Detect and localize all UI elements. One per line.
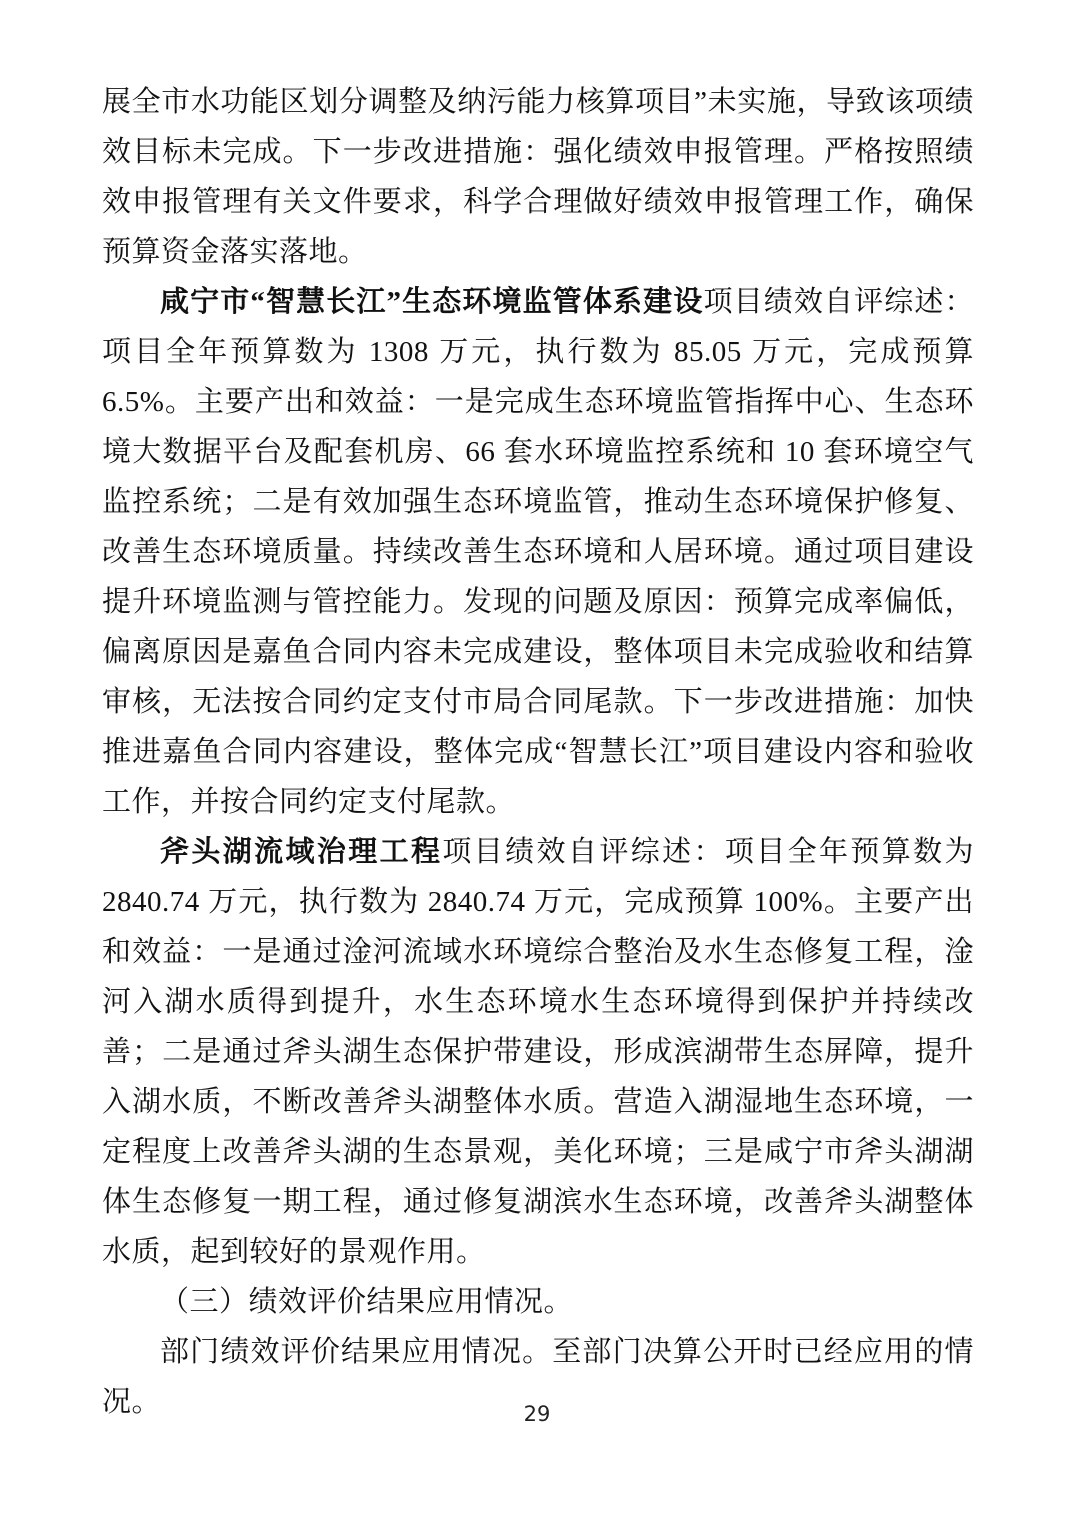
paragraph-text: 项目绩效自评综述：项目全年预算数为 1308 万元，执行数为 85.05 万元，完成预算 6.5%。主要产出和效益：一是完成生态环境监管指挥中心、生态环境大数据平台及配套机房、66 套水环境监控系统和 10 套环境空气监控系统；二是有效加强生态环境监管，推动生态环境保护修复、改善生态环境质量。持续改善生态环境和人居环境。通过项目建设提升环境监测与管控能力。发现的问题及原因：预算完成率偏低，偏离原因是嘉鱼合同内容未完成建设，整体项目未完成验收和结算审核，无法按合同约定支付市局合同尾款。下一步改进措施：加快推进嘉鱼合同内容建设，整体完成“智慧长江”项目建设内容和验收工作，并按合同约定支付尾款。 [102, 286, 974, 818]
page-number: 29 [523, 1402, 551, 1426]
document-body [102, 77, 974, 1427]
section-heading-text: （三）绩效评价结果应用情况。 [160, 1286, 574, 1318]
paragraph-text: 项目绩效自评综述：项目全年预算数为 2840.74 万元，执行数为 2840.74 万元，完成预算 100%。主要产出和效益：一是通过淦河流域水环境综合整治及水生态修复工程，淦河入湖水质得到提升，水生态环境水生态环境得到保护并持续改善；二是通过斧头湖生态保护带建设，形成滨湖带生态屏障，提升入湖水质，不断改善斧头湖整体水质。营造入湖湿地生态环境，一定程度上改善斧头湖的生态景观，美化环境；三是咸宁市斧头湖湖体生态修复一期工程，通过修复湖滨水生态环境，改善斧头湖整体水质，起到较好的景观作用。 [102, 836, 974, 1268]
paragraph-continuation [102, 77, 974, 277]
paragraph-project-smart-yangtze [102, 277, 974, 827]
paragraph-section-heading [102, 1277, 974, 1327]
paragraph-text: 展全市水功能区划分调整及纳污能力核算项目”未实施，导致该项绩效目标未完成。下一步改进措施：强化绩效申报管理。严格按照绩效申报管理有关文件要求，科学合理做好绩效申报管理工作，确保预算资金落实落地。 [102, 86, 974, 268]
paragraph-project-futou-lake [102, 827, 974, 1277]
project-title-bold: 斧头湖流域治理工程 [160, 836, 443, 868]
project-title-bold: 咸宁市“智慧长江”生态环境监管体系建设 [160, 286, 704, 318]
paragraph-text: 部门绩效评价结果应用情况。至部门决算公开时已经应用的情况。 [102, 1336, 974, 1418]
